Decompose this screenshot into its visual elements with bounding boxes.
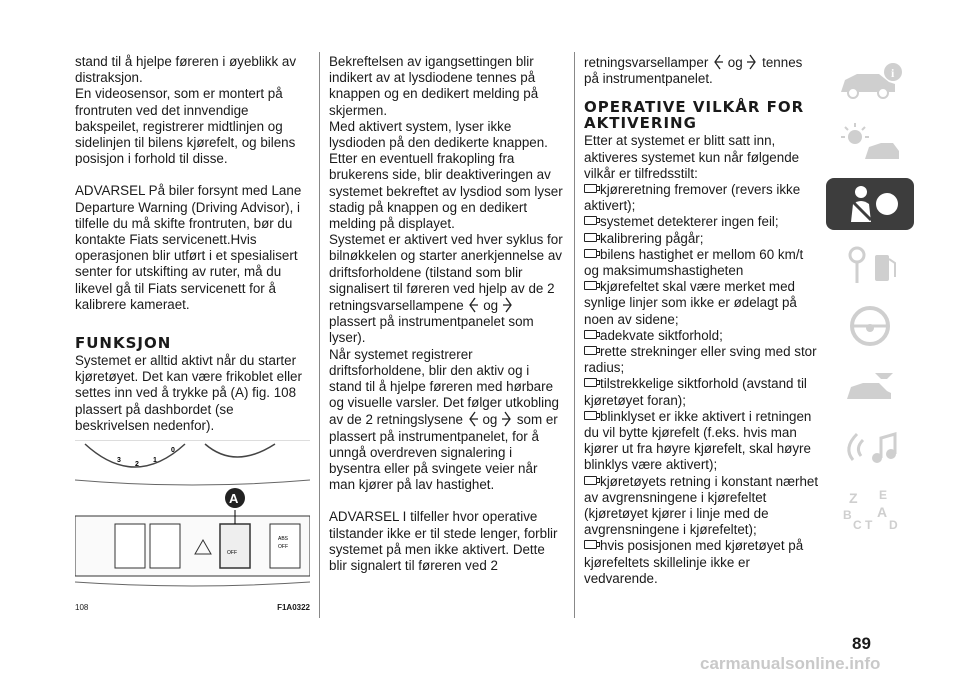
sidebar-item-emergency[interactable] bbox=[826, 361, 914, 413]
callout-letter: A bbox=[229, 491, 239, 506]
right-turn-signal-icon bbox=[746, 54, 758, 70]
figure-code: F1A0322 bbox=[277, 603, 310, 612]
alphabetical-index-icon bbox=[835, 487, 905, 531]
sidebar-item-safety[interactable] bbox=[826, 178, 914, 230]
footer-watermark: carmanualsonline.info bbox=[700, 654, 881, 673]
condition-item: bilens hastighet er mellom 60 km/t og maksimumshastigheten bbox=[584, 246, 804, 279]
dashboard-illustration bbox=[75, 440, 310, 600]
condition-item: systemet detekterer ingen feil; bbox=[584, 214, 819, 230]
right-turn-signal-icon bbox=[501, 411, 513, 427]
figure-number: 108 bbox=[75, 603, 89, 612]
dial-number: 1 bbox=[153, 457, 157, 464]
condition-item: rette strekninger eller sving med stor radius; bbox=[584, 344, 817, 376]
sidebar-item-dashboard[interactable] bbox=[826, 117, 914, 169]
condition-item: kjørefeltet skal være merket med synlige linjer som ikke er ødelagt på noen av sidene; bbox=[584, 279, 797, 327]
right-turn-signal-icon bbox=[502, 297, 514, 313]
paragraph: Systemet er aktivert ved hver syklus for bilnøkkelen og starter anerkjennelse av driftsforholdene (tilstand som blir signalisert til føreren ved hjelp av de 2 retningsvarsellampene og plassert på instrumentpanelet som lyser). bbox=[329, 232, 563, 346]
svg-text:C: C bbox=[853, 518, 862, 531]
condition-item: kalibrering pågår; bbox=[584, 231, 819, 247]
bullet-icon bbox=[584, 346, 597, 355]
column-1 bbox=[75, 54, 310, 434]
car-info-icon bbox=[835, 60, 905, 104]
condition-item: blinklyset er ikke aktivert i retningen du vil bytte kjørefelt (f.eks. hvis man kjører ut fra høyre kjørefelt, skal høyre blinklys være aktivert); bbox=[584, 408, 812, 473]
condition-item: kjøretøyets retning i konstant nærhet av avgrensningene i kjørefeltet (kjøretøyet kjører i linje med de avgrensningene i kjørefeltet); bbox=[584, 473, 819, 538]
column-divider bbox=[574, 52, 575, 618]
svg-text:A: A bbox=[877, 504, 888, 520]
dial-number: 3 bbox=[117, 457, 121, 464]
dial-number: 2 bbox=[135, 461, 139, 468]
paragraph: Etter at systemet er blitt satt inn, aktiveres systemet kun når følgende vilkår er tilfredsstilt: bbox=[584, 133, 800, 181]
bullet-icon bbox=[584, 249, 597, 258]
column-3 bbox=[584, 54, 819, 587]
sidebar-item-car-info[interactable] bbox=[826, 56, 914, 108]
svg-text:D: D bbox=[889, 518, 898, 531]
chapter-sidebar bbox=[826, 56, 914, 544]
audio-music-icon bbox=[835, 426, 905, 470]
column-2 bbox=[329, 54, 564, 574]
svg-text:E: E bbox=[879, 488, 888, 502]
condition-item: kjøreretning fremover (revers ikke aktivert); bbox=[584, 182, 801, 214]
left-turn-signal-icon bbox=[712, 54, 724, 70]
condition-list bbox=[584, 182, 819, 587]
dashboard-lights-icon bbox=[835, 121, 905, 165]
bullet-icon bbox=[584, 233, 597, 242]
condition-item: adekvate siktforhold; bbox=[584, 328, 819, 344]
seatbelt-airbag-icon bbox=[835, 182, 905, 226]
condition-item: tilstrekkelige siktforhold (avstand til kjøretøyet foran); bbox=[584, 376, 807, 408]
button-label: OFF bbox=[227, 550, 237, 556]
paragraph: retningsvarsellamper og tennes på instrumentpanelet. bbox=[584, 55, 803, 87]
column-divider bbox=[319, 52, 320, 618]
paragraph: Med aktivert system, lyser ikke lysdioden på den dedikerte knappen. Etter en eventuell frakopling fra brukerens side, blir deaktiveringen av systemet bekreftet av lysdiod som lyser stadig på knappen og en dedikert melding på displayet. bbox=[329, 118, 563, 232]
button-label: OFF bbox=[278, 544, 288, 550]
section-heading: OPERATIVE VILKÅR FOR AKTIVERING bbox=[584, 98, 805, 133]
svg-text:Z: Z bbox=[849, 490, 858, 506]
wrench-car-icon bbox=[835, 365, 905, 409]
bullet-icon bbox=[584, 184, 597, 193]
sidebar-item-starting[interactable] bbox=[826, 239, 914, 291]
paragraph: Systemet er alltid aktivt når du starter kjøretøyet. Det kan være frikoblet eller settes inn ved å trykke på (A) fig. 108 plassert på dashbordet (se beskrivelsen nedenfor). bbox=[75, 353, 302, 433]
left-turn-signal-icon bbox=[467, 297, 479, 313]
paragraph: stand til å hjelpe føreren i øyeblikk av distraksjon. bbox=[75, 54, 297, 86]
dial-number: 0 bbox=[171, 447, 175, 454]
bullet-icon bbox=[584, 216, 597, 225]
paragraph: Bekreftelsen av igangsettingen blir indikert av at lysdiodene tennes på knappen og en dedikert melding på skjermen. bbox=[329, 54, 539, 118]
bullet-icon bbox=[584, 476, 597, 485]
button-label: ABS bbox=[278, 536, 289, 542]
bullet-icon bbox=[584, 378, 597, 387]
key-fuel-icon bbox=[835, 243, 905, 287]
paragraph: Når systemet registrerer driftsforholdene, blir den aktiv og i stand til å hjelpe føreren med hørbare og visuelle varsler. Det følger utkobling av de 2 retningslysene og som er plassert på instrumentpanelet, for å unngå overdreven signalering i bysentra eller på svingete veier når man kjører på lav hastighet. bbox=[329, 346, 559, 493]
svg-text:i: i bbox=[891, 66, 895, 80]
left-turn-signal-icon bbox=[467, 411, 479, 427]
sidebar-item-multimedia[interactable] bbox=[826, 422, 914, 474]
sidebar-item-driving[interactable] bbox=[826, 300, 914, 352]
bullet-icon bbox=[584, 411, 597, 420]
svg-text:T: T bbox=[865, 518, 873, 531]
page-number: 89 bbox=[852, 634, 871, 653]
bullet-icon bbox=[584, 540, 597, 549]
steering-wheel-icon bbox=[835, 304, 905, 348]
section-heading: FUNKSJON bbox=[75, 334, 172, 353]
warning-paragraph: ADVARSEL I tilfeller hvor operative tilstander ikke er til stede lenger, forblir systemet på men ikke aktivert. Dette blir signalert til føreren ved 2 bbox=[329, 509, 558, 574]
paragraph: En videosensor, som er montert på frontruten ved det innvendige bakspeilet, registrerer midtlinjen og sidelinjen til bilens kjørefelt, og bilens posisjon i forhold til disse. bbox=[75, 86, 296, 167]
warning-paragraph: ADVARSEL På biler forsynt med Lane Departure Warning (Driving Advisor), i tilfelle du må skifte frontruten, bør du kontakte Fiats servicenett.Hvis operasjonen blir utført i et spesialisert senter for utskifting av ruter, må du likevel gå til Fiats servicenett for å kalibrere kameraet. bbox=[75, 183, 302, 312]
condition-item: hvis posisjonen med kjøretøyet på kjørefeltets skillelinje ikke er vedvarende. bbox=[584, 538, 804, 586]
sidebar-item-index[interactable] bbox=[826, 483, 914, 535]
bullet-icon bbox=[584, 330, 597, 339]
bullet-icon bbox=[584, 281, 597, 290]
svg-text:B: B bbox=[843, 508, 852, 522]
dashboard-button-figure bbox=[75, 440, 310, 600]
